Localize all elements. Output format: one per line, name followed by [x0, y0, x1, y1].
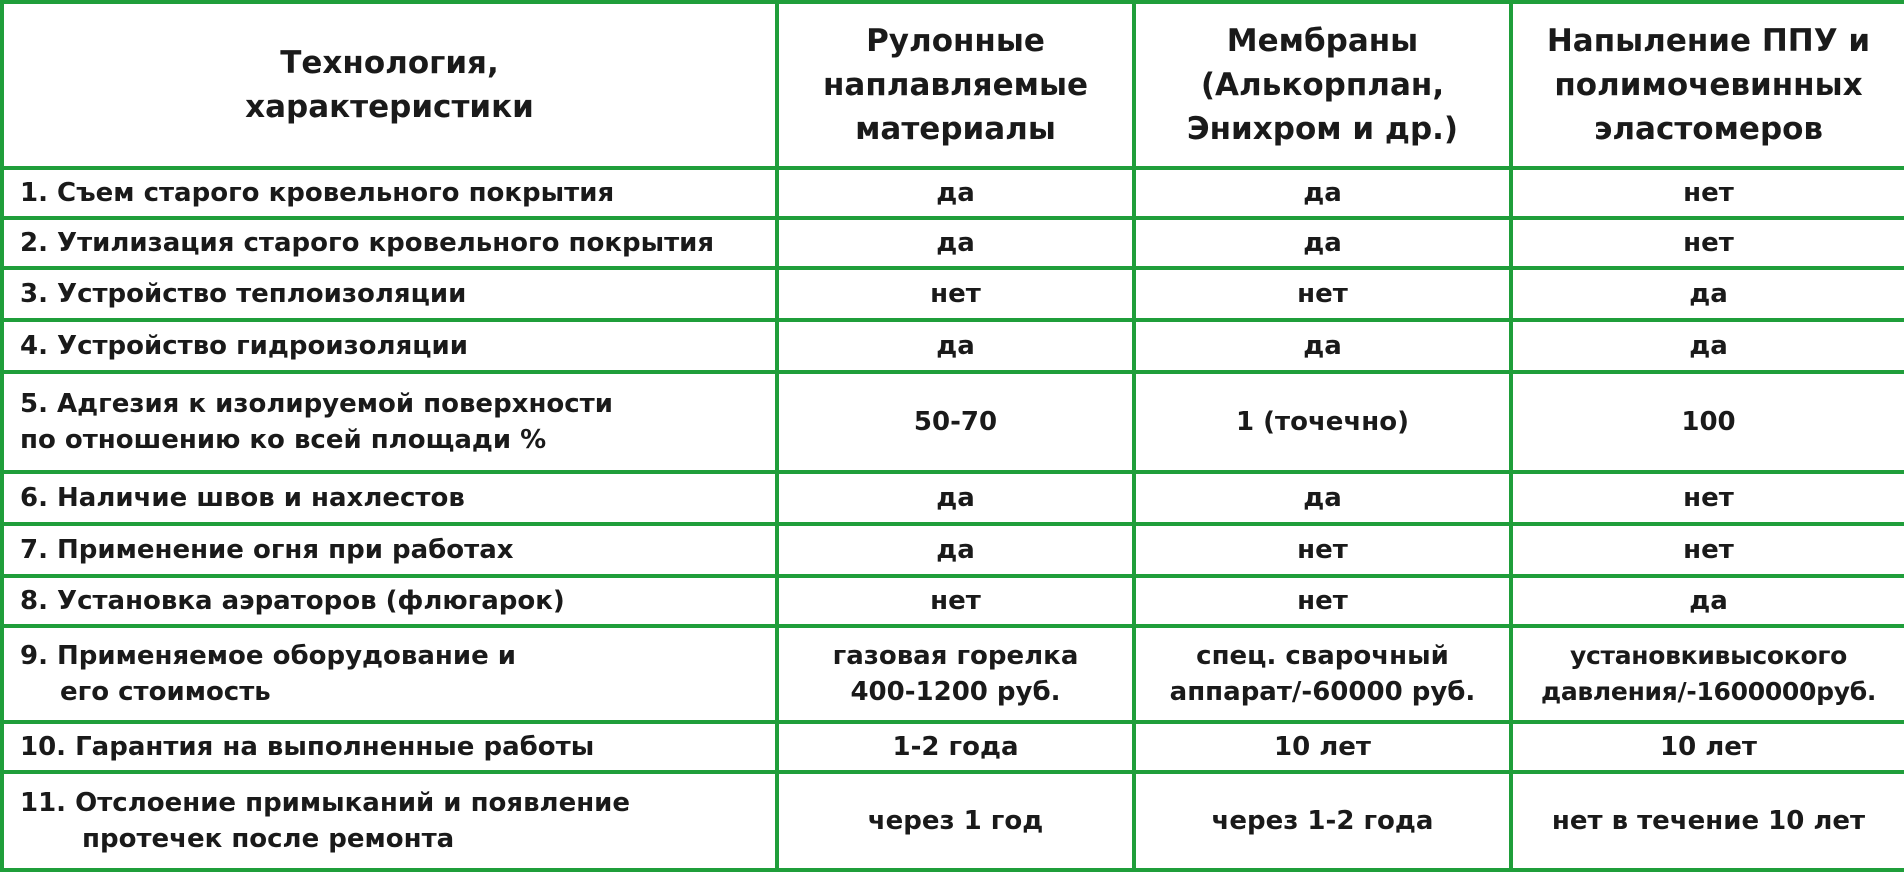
header-technology-line: Технология,	[280, 45, 499, 81]
header-technology	[2, 2, 777, 168]
row-value: 100	[1511, 372, 1904, 472]
row-value: да	[777, 320, 1134, 372]
header-rolled-line: наплавляемые	[822, 67, 1089, 103]
row-label	[2, 472, 777, 524]
row-label	[2, 626, 777, 722]
header-membranes-line: Мембраны	[1226, 23, 1419, 59]
row-label-line: его стоимость	[60, 677, 271, 707]
row-value: да	[1134, 168, 1511, 218]
header-spraying-line: Напыление ППУ и	[1546, 23, 1871, 59]
row-value: да	[1511, 268, 1904, 320]
header-membranes	[1134, 2, 1511, 168]
row-value-line: 400-1200 руб.	[850, 677, 1061, 707]
row-value: 1-2 года	[777, 722, 1134, 772]
row-value: через 1 год	[777, 772, 1134, 870]
row-label-line: протечек после ремонта	[82, 824, 455, 854]
row-value: 1 (точечно)	[1134, 372, 1511, 472]
row-label-line: по отношению ко всей площади %	[20, 425, 547, 455]
table-row	[2, 524, 1904, 576]
row-label-line: 8. Установка аэраторов (флюгарок)	[20, 586, 565, 616]
row-label	[2, 576, 777, 626]
table-row	[2, 722, 1904, 772]
row-value: нет	[777, 268, 1134, 320]
row-value-line: газовая горелка	[832, 641, 1079, 671]
row-value: нет	[1134, 524, 1511, 576]
header-spraying-line: эластомеров	[1593, 111, 1824, 147]
row-label-line: 10. Гарантия на выполненные работы	[20, 732, 595, 762]
row-label-line: 7. Применение огня при работах	[20, 535, 514, 565]
row-value: нет	[1511, 218, 1904, 268]
row-label-line: 11. Отслоение примыканий и появление	[20, 788, 631, 818]
row-value-line: спец. сварочный	[1196, 641, 1449, 671]
row-value: да	[777, 218, 1134, 268]
header-spraying-line: полимочевинных	[1554, 67, 1863, 103]
row-value: нет	[1134, 268, 1511, 320]
row-value-line: установкивысокого	[1570, 641, 1847, 670]
row-label	[2, 524, 777, 576]
table-row	[2, 576, 1904, 626]
row-value: да	[777, 524, 1134, 576]
header-technology-line: характеристики	[245, 89, 534, 125]
row-label	[2, 320, 777, 372]
header-membranes-line: Энихром и др.)	[1186, 111, 1459, 147]
row-value: нет	[1511, 168, 1904, 218]
row-label-line: 3. Устройство теплоизоляции	[20, 279, 467, 309]
table-header-row	[2, 2, 1904, 168]
row-value	[1511, 626, 1904, 722]
row-value	[777, 626, 1134, 722]
header-membranes-line: (Алькорплан,	[1200, 67, 1445, 103]
row-value: нет	[1511, 524, 1904, 576]
row-value: через 1-2 года	[1134, 772, 1511, 870]
table-row	[2, 218, 1904, 268]
row-value	[1134, 626, 1511, 722]
row-label	[2, 268, 777, 320]
row-label-line: 9. Применяемое оборудование и	[20, 641, 516, 671]
table-row	[2, 168, 1904, 218]
table-row	[2, 320, 1904, 372]
row-label-line: 4. Устройство гидроизоляции	[20, 331, 468, 361]
row-value: да	[1511, 576, 1904, 626]
table-row	[2, 268, 1904, 320]
row-value: 10 лет	[1511, 722, 1904, 772]
table-row	[2, 372, 1904, 472]
row-value: 10 лет	[1134, 722, 1511, 772]
row-value: да	[1511, 320, 1904, 372]
row-label-line: 1. Съем старого кровельного покрытия	[20, 178, 615, 208]
row-value: да	[777, 168, 1134, 218]
row-value: нет в течение 10 лет	[1511, 772, 1904, 870]
row-label-line: 5. Адгезия к изолируемой поверхности	[20, 389, 613, 419]
row-value: да	[1134, 472, 1511, 524]
row-label	[2, 168, 777, 218]
row-label	[2, 372, 777, 472]
row-value-line: давления/-1600000руб.	[1540, 677, 1877, 706]
header-rolled-line: Рулонные	[866, 23, 1045, 59]
table-row	[2, 472, 1904, 524]
row-value: да	[1134, 218, 1511, 268]
row-value: да	[1134, 320, 1511, 372]
row-value: нет	[777, 576, 1134, 626]
table-row	[2, 626, 1904, 722]
row-value: нет	[1134, 576, 1511, 626]
row-value: да	[777, 472, 1134, 524]
row-value: 50-70	[777, 372, 1134, 472]
row-label-line: 2. Утилизация старого кровельного покрытия	[20, 228, 715, 258]
row-label-line: 6. Наличие швов и нахлестов	[20, 483, 465, 513]
row-value: нет	[1511, 472, 1904, 524]
row-label	[2, 772, 777, 870]
header-rolled-line: материалы	[855, 111, 1056, 147]
row-value-line: аппарат/-60000 руб.	[1169, 677, 1476, 707]
table-row	[2, 772, 1904, 870]
row-label	[2, 722, 777, 772]
row-label	[2, 218, 777, 268]
header-spraying	[1511, 2, 1904, 168]
header-rolled-materials	[777, 2, 1134, 168]
